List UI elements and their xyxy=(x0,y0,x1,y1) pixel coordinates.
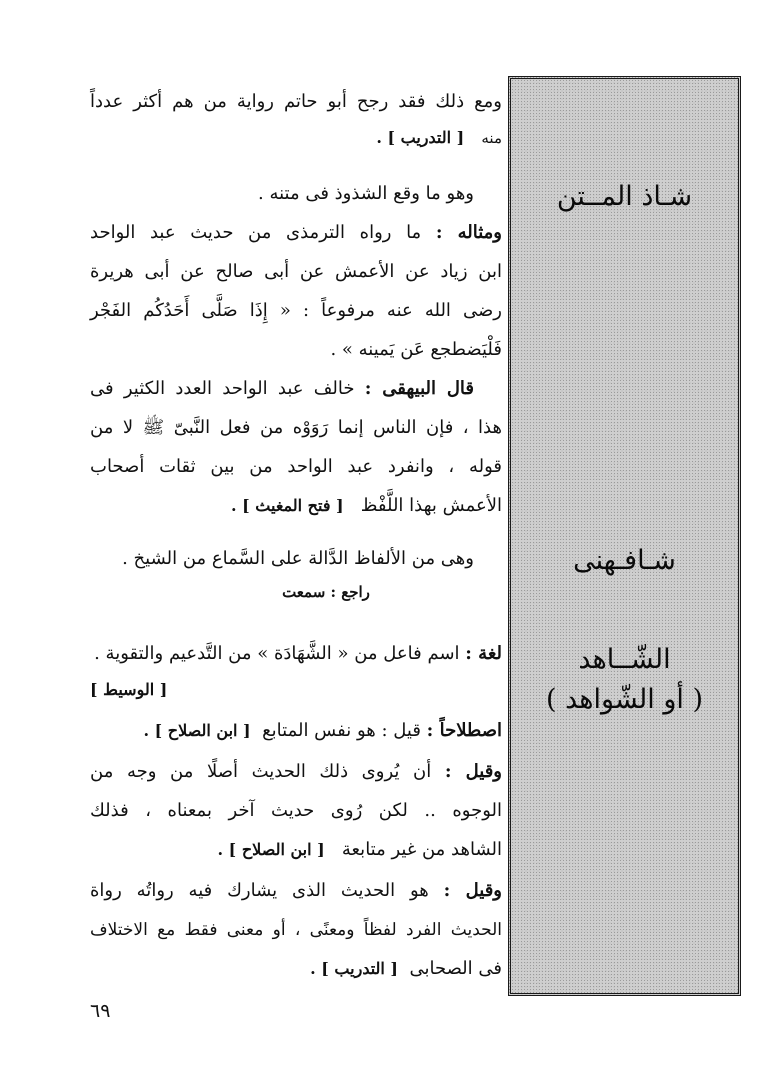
page-number: ٦٩ xyxy=(90,1000,111,1022)
text-line: الوجوه .. لكن رُوى حديث آخر بمعناه ، فذلك xyxy=(90,800,502,821)
headword-sidebar xyxy=(508,76,741,996)
text-line: هذا ، فإن الناس إنما رَوَوْه من فعل النَّبىّ ﷺ لا من xyxy=(90,417,502,438)
paragraph-label: لغة : xyxy=(465,643,502,664)
cross-reference: راجع : سمعت xyxy=(282,583,370,601)
text-line: ومثاله : ما رواه الترمذى من حديث عبد الواحد xyxy=(90,222,502,243)
text-line: الأعمش بهذا اللَّفْظ [ فتح المغيث ] . xyxy=(231,495,502,516)
source-reference: [ فتح المغيث ] . xyxy=(231,496,344,515)
source-reference: [ الوسيط ] xyxy=(90,680,168,699)
text-line: ابن زياد عن الأعمش عن أبى صالح عن أبى هريرة xyxy=(90,261,502,282)
text-line: فى الصحابى [ التدريب ] . xyxy=(310,958,502,979)
headword-al-shahid: الشّــاهد xyxy=(578,644,671,675)
source-reference: [ التدريب ] . xyxy=(310,959,398,978)
text-line xyxy=(90,676,502,704)
source-reference: [ ابن الصلاح ] . xyxy=(143,721,251,740)
paragraph-label: ومثاله : xyxy=(435,222,502,243)
headword-shadh-al-matn: شـاذ المــتن xyxy=(556,181,693,212)
text-line: فَلْيَضطجع عَن يَمينه » . xyxy=(330,339,502,360)
text-line: وهو ما وقع الشذوذ فى متنه . xyxy=(258,183,474,204)
source-reference: [ التدريب ] . xyxy=(376,128,465,147)
text-line: الشاهد من غير متابعة [ ابن الصلاح ] . xyxy=(217,839,502,860)
paragraph-label: وقيل : xyxy=(443,880,502,901)
entry-body xyxy=(90,80,502,980)
text-line: وقيل : هو الحديث الذى يشارك فيه رواتُه رواة xyxy=(90,880,502,901)
text-line: وقيل : أن يُروى ذلك الحديث أصلًا من وجه من xyxy=(90,761,502,782)
source-reference: [ ابن الصلاح ] . xyxy=(217,840,325,859)
headword-shafahani: شـافـهنى xyxy=(573,545,676,576)
paragraph-label: قال البيهقى : xyxy=(364,378,474,399)
text-line: لغة : اسم فاعل من « الشَّهَادَة » من التَّدعيم والتقوية . xyxy=(94,643,502,664)
text-line: منه [ التدريب ] . xyxy=(376,128,502,147)
text-line: قال البيهقى : خالف عبد الواحد العدد الكثير فى xyxy=(90,378,474,399)
paragraph-label: اصطلاحاً : xyxy=(426,720,502,741)
text-line: الحديث الفرد لفظاً ومعنًى ، أو معنى فقط مع الاختلاف xyxy=(90,920,502,940)
paragraph-label: وقيل : xyxy=(444,761,502,782)
headword-al-shawahid: ( أو الشّواهد ) xyxy=(545,684,704,715)
text-line: اصطلاحاً : قيل : هو نفس المتابع [ ابن الصلاح ] . xyxy=(143,720,502,741)
text-line: قوله ، وانفرد عبد الواحد من بين ثقات أصحاب xyxy=(90,456,502,477)
text-line: ومع ذلك فقد رجح أبو حاتم رواية من هم أكثر عدداً xyxy=(90,91,502,112)
text-line: رضى الله عنه مرفوعاً : « إِذَا صَلَّى أَحَدُكُم الفَجْر xyxy=(90,300,502,321)
text-line: وهى من الألفاظ الدَّالة على السَّماع من الشيخ . xyxy=(122,548,474,569)
